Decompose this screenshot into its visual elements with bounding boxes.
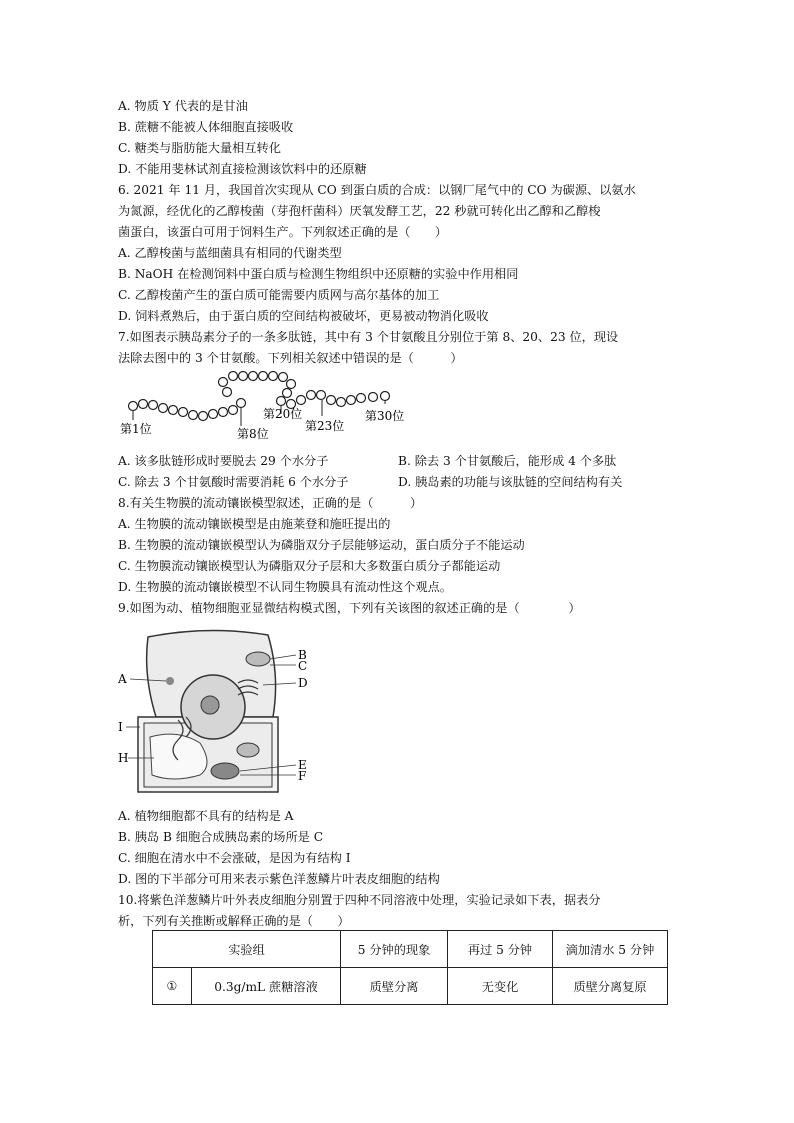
q6-stem-line3: 菌蛋白，该蛋白可用于饲料生产。下列叙述正确的是（ ） <box>118 225 448 239</box>
q7-option-a: A. 该多肽链形成时要脱去 29 个水分子 <box>118 454 329 468</box>
table-cell: ① <box>153 968 192 1005</box>
q9-option-d: D. 图的下半部分可用来表示紫色洋葱鳞片叶表皮细胞的结构 <box>118 872 440 886</box>
polypeptide-chain-figure <box>115 370 415 442</box>
label-d: D <box>298 676 308 690</box>
label-b: B <box>298 648 307 662</box>
q10-stem-line2: 析，下列有关推断或解释正确的是（ ） <box>118 914 350 928</box>
table-cell: 质壁分离 <box>341 968 448 1005</box>
table-header-row <box>153 931 668 968</box>
label-pos23: 第23位 <box>305 419 345 433</box>
q10-stem-line1: 10.将紫色洋葱鳞片叶外表皮细胞分别置于四种不同溶液中处理，实验记录如下表，据表分 <box>118 893 601 907</box>
q8-stem: 8.有关生物膜的流动镶嵌模型叙述，正确的是（ ） <box>118 496 423 510</box>
q9-option-b: B. 胰岛 B 细胞合成胰岛素的场所是 C <box>118 830 324 844</box>
label-f: F <box>298 769 307 783</box>
mitochondrion <box>246 652 270 666</box>
q8-option-c: C. 生物膜流动镶嵌模型认为磷脂双分子层和大多数蛋白质分子都能运动 <box>118 559 501 573</box>
table-header: 实验组 <box>153 931 341 968</box>
cell-structure-figure <box>118 625 318 805</box>
q7-option-c: C. 除去 3 个甘氨酸时需要消耗 6 个水分子 <box>118 475 349 489</box>
q6-option-c: C. 乙醇梭菌产生的蛋白质可能需要内质网与高尔基体的加工 <box>118 288 440 302</box>
q5-option-a: A. 物质 Y 代表的是甘油 <box>118 99 248 113</box>
chloroplast <box>211 763 239 779</box>
centriole <box>166 677 174 685</box>
table-header: 5 分钟的现象 <box>341 931 448 968</box>
q5-option-d: D. 不能用斐林试剂直接检测该饮料中的还原糖 <box>118 162 367 176</box>
q8-option-a: A. 生物膜的流动镶嵌模型是由施莱登和施旺提出的 <box>118 517 391 531</box>
table-header: 滴加清水 5 分钟 <box>553 931 668 968</box>
q8-option-b: B. 生物膜的流动镶嵌模型认为磷脂双分子层能够运动，蛋白质分子不能运动 <box>118 538 525 552</box>
label-c: C <box>298 659 308 673</box>
label-pos30: 第30位 <box>365 409 405 423</box>
label-e: E <box>298 758 307 772</box>
q8-option-d: D. 生物膜的流动镶嵌模型不认同生物膜具有流动性这个观点。 <box>118 580 452 594</box>
nucleolus <box>201 696 219 714</box>
table-cell: 0.3g/mL 蔗糖溶液 <box>192 968 341 1005</box>
q6-stem-line2: 为氮源，经优化的乙醇梭菌（芽孢杆菌科）厌氧发酵工艺，22 秒就可转化出乙醇和乙醇梭 <box>118 204 601 218</box>
q9-option-a: A. 植物细胞都不具有的结构是 A <box>118 809 294 823</box>
label-pos8: 第8位 <box>237 427 269 441</box>
label-a: A <box>118 672 127 686</box>
table-row <box>153 968 668 1005</box>
label-pos20: 第20位 <box>263 407 303 421</box>
q6-option-b: B. NaOH 在检测饲料中蛋白质与检测生物组织中还原糖的实验中作用相同 <box>118 267 519 281</box>
table-header: 再过 5 分钟 <box>448 931 553 968</box>
label-i: I <box>118 720 123 734</box>
table-cell: 质壁分离复原 <box>553 968 668 1005</box>
q6-option-d: D. 饲料煮熟后，由于蛋白质的空间结构被破坏，更易被动物消化吸收 <box>118 309 489 323</box>
experiment-table <box>152 930 668 1005</box>
table-cell: 无变化 <box>448 968 553 1005</box>
mitochondrion <box>237 743 259 757</box>
label-pos1: 第1位 <box>120 422 152 436</box>
q6-stem-line1: 6. 2021 年 11 月，我国首次实现从 CO 到蛋白质的合成：以钢厂尾气中的 CO 为碳源、以氨水 <box>118 183 636 197</box>
q9-option-c: C. 细胞在清水中不会涨破，是因为有结构 I <box>118 851 351 865</box>
q5-option-c: C. 糖类与脂肪能大量相互转化 <box>118 141 281 155</box>
q7-option-d: D. 胰岛素的功能与该肽链的空间结构有关 <box>398 475 623 489</box>
q5-option-b: B. 蔗糖不能被人体细胞直接吸收 <box>118 120 294 134</box>
q7-stem-line2: 法除去图中的 3 个甘氨酸。下列相关叙述中错误的是（ ） <box>118 351 463 365</box>
q7-stem-line1: 7.如图表示胰岛素分子的一条多肽链，其中有 3 个甘氨酸且分别位于第 8、20、23 位，现设 <box>118 330 619 344</box>
q6-option-a: A. 乙醇梭菌与蓝细菌具有相同的代谢类型 <box>118 246 342 260</box>
q9-stem: 9.如图为动、植物细胞亚显微结构模式图，下列有关该图的叙述正确的是（ ） <box>118 601 581 615</box>
q7-option-b: B. 除去 3 个甘氨酸后，能形成 4 个多肽 <box>398 454 617 468</box>
amino-acid-beads <box>129 372 356 421</box>
label-h: H <box>118 751 129 765</box>
